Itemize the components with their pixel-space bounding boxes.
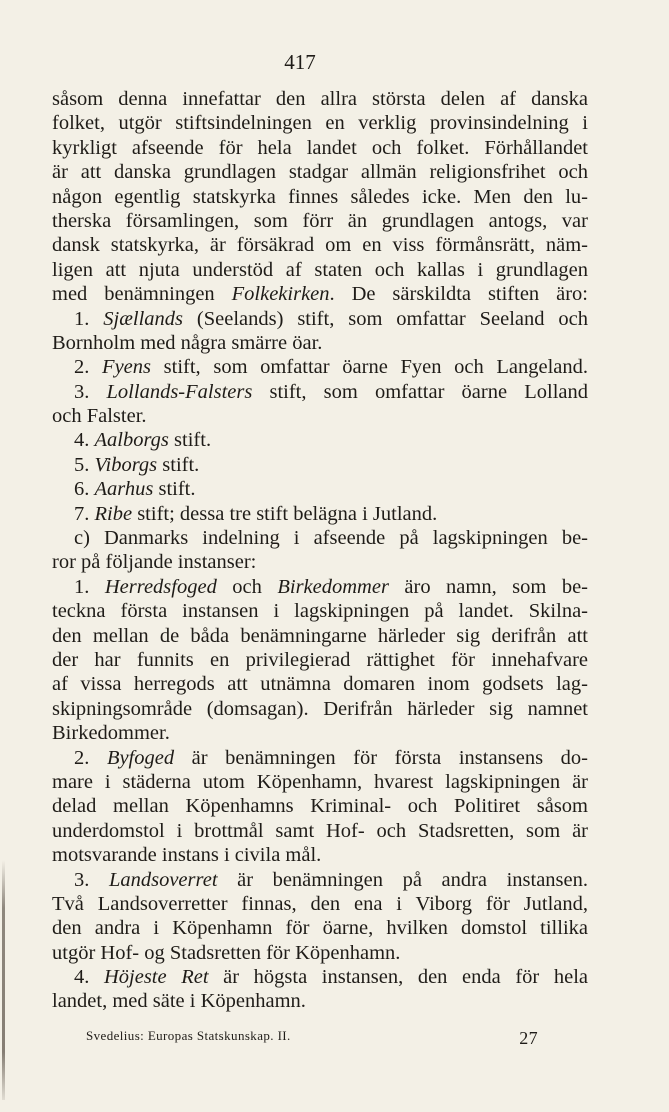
text-segment: therska församlingen, som förr än grundlagen antogs, var (52, 209, 588, 232)
text-segment: der har funnits en privilegierad rättighet för innehafvare (52, 648, 588, 671)
text-segment: är benämningen på andra instansen. (217, 868, 588, 891)
text-segment: och Falster. (52, 405, 147, 428)
footer (86, 1028, 546, 1048)
text-line (52, 185, 588, 209)
italic-term: Herredsfoged (104, 575, 217, 598)
text-line (52, 624, 588, 648)
text-segment: är att danska grundlagen stadgar allmän religionsfrihet och (52, 161, 588, 184)
text-line (52, 477, 588, 501)
text-line (52, 331, 588, 355)
text-segment: Bornholm med några smärre öar. (52, 331, 323, 354)
italic-term: Lollands-Falsters (106, 380, 253, 403)
text-segment: någon egentlig statskyrka finnes således icke. Men den lu- (52, 185, 588, 208)
text-segment: stift, som omfattar öarne Lolland (252, 380, 588, 403)
text-line (52, 941, 588, 965)
text-segment: kyrkligt afseende för hela landet och folket. Förhållandet (52, 136, 588, 159)
text-segment: stift. (153, 478, 196, 501)
text-segment: och (216, 575, 278, 598)
text-segment: Birkedommer. (52, 722, 170, 745)
text-segment: c) Danmarks indelning i afseende på lagskipningen be- (74, 527, 588, 550)
italic-term: Landsoverret (108, 868, 218, 891)
text-segment: den mellan de båda benämningarne härleder sig derifrån att (52, 624, 588, 647)
text-segment: äro namn, som be- (388, 575, 588, 598)
text-segment: Två Landsoverretter finnas, den ena i Viborg för Jutland, (52, 892, 588, 915)
italic-term: Aalborgs (94, 429, 169, 452)
text-line (52, 770, 588, 794)
text-segment: är benämningen för första instansens do- (174, 746, 588, 769)
italic-term: Sjællands (103, 307, 184, 330)
text-line (52, 136, 588, 160)
italic-term: Viborgs (94, 453, 158, 476)
footer-sheet-number: 27 (519, 1028, 538, 1048)
text-line (52, 111, 588, 135)
text-line (52, 404, 588, 428)
text-line (52, 819, 588, 843)
page-number: 417 (284, 50, 316, 74)
text-line (52, 428, 588, 452)
text-line (52, 599, 588, 623)
text-line (52, 697, 588, 721)
text-segment: med benämningen (52, 283, 232, 306)
text-segment: 1. (74, 575, 105, 598)
text-line (52, 307, 588, 331)
italic-term: Byfoged (106, 746, 175, 769)
text-segment: 3. (74, 868, 109, 891)
binding-shadow (2, 860, 5, 1100)
text-segment: 5. (74, 453, 95, 476)
text-line (52, 526, 588, 550)
text-segment: utgör Hof- og Stadsretten för Köpenhamn. (52, 941, 401, 964)
text-line (52, 843, 588, 867)
text-segment: dansk statskyrka, är försäkrad om en viss förmånsrätt, näm- (52, 234, 588, 257)
text-line (52, 721, 588, 745)
text-segment: skipningsområde (domsagan). Derifrån härleder sig namnet (52, 697, 588, 720)
text-line (52, 989, 588, 1013)
text-segment: 2. (74, 356, 103, 379)
text-line (52, 160, 588, 184)
text-line (52, 502, 588, 526)
text-line (52, 794, 588, 818)
text-segment: stift, som omfattar öarne Fyen och Langeland. (151, 356, 588, 379)
italic-term: Fyens (102, 356, 151, 379)
text-segment: underdomstol i brottmål samt Hof- och Stadsretten, som är (52, 819, 588, 842)
italic-term: Höjeste Ret (103, 966, 209, 989)
text-segment: 4. (74, 429, 95, 452)
text-segment: teckna första instansen i lagskipningen på landet. Skilna- (52, 600, 588, 623)
text-segment: motsvarande instans i civila mål. (52, 844, 322, 867)
text-block (52, 87, 588, 1014)
text-line (52, 550, 588, 574)
text-line (52, 209, 588, 233)
text-line (52, 453, 588, 477)
text-segment: 4. (74, 966, 104, 989)
text-segment: 7. (74, 502, 95, 525)
text-segment: stift; dessa tre stift belägna i Jutland. (132, 502, 438, 525)
text-line (52, 575, 588, 599)
text-segment: folket, utgör stiftsindelningen en verklig provinsindelning i (52, 112, 588, 135)
text-line (52, 916, 588, 940)
text-segment: . De särskildta stiften äro: (329, 283, 588, 306)
text-line (52, 282, 588, 306)
text-line (52, 746, 588, 770)
text-line (52, 380, 588, 404)
italic-term: Aarhus (94, 478, 154, 501)
text-segment: landet, med säte i Köpenhamn. (52, 990, 306, 1013)
text-line (52, 233, 588, 257)
italic-term: Birkedommer (277, 575, 389, 598)
text-segment: delad mellan Köpenhamns Kriminal- och Politiret såsom (52, 795, 588, 818)
text-segment: ligen att njuta understöd af staten och kallas i grundlagen (52, 258, 588, 281)
text-line (52, 87, 588, 111)
text-line (52, 648, 588, 672)
text-segment: mare i städerna utom Köpenhamn, hvarest lagskipningen är (52, 770, 588, 793)
text-segment: såsom denna innefattar den allra största delen af danska (52, 88, 588, 110)
text-line (52, 892, 588, 916)
text-line (52, 965, 588, 989)
text-line (52, 258, 588, 282)
text-line (52, 355, 588, 379)
text-segment: 1. (74, 307, 104, 330)
text-segment: 3. (74, 380, 107, 403)
text-segment: af vissa herregods att utnämna domaren inom godsets lag- (52, 673, 588, 696)
text-segment: stift. (157, 453, 200, 476)
text-segment: är högsta instansen, den enda för hela (208, 966, 588, 989)
text-segment: (Seelands) stift, som omfattar Seeland och (183, 307, 588, 330)
italic-term: Folkekirken (231, 283, 330, 306)
footer-signature: Svedelius: Europas Statskunskap. II. (86, 1028, 291, 1043)
text-segment: 2. (74, 746, 107, 769)
italic-term: Ribe (94, 502, 133, 525)
text-segment: ror på följande instanser: (52, 551, 257, 574)
text-line (52, 868, 588, 892)
text-segment: stift. (168, 429, 212, 452)
text-segment: den andra i Köpenhamn för öarne, hvilken domstol tillika (52, 917, 588, 940)
text-segment: 6. (74, 478, 95, 501)
text-line (52, 672, 588, 696)
